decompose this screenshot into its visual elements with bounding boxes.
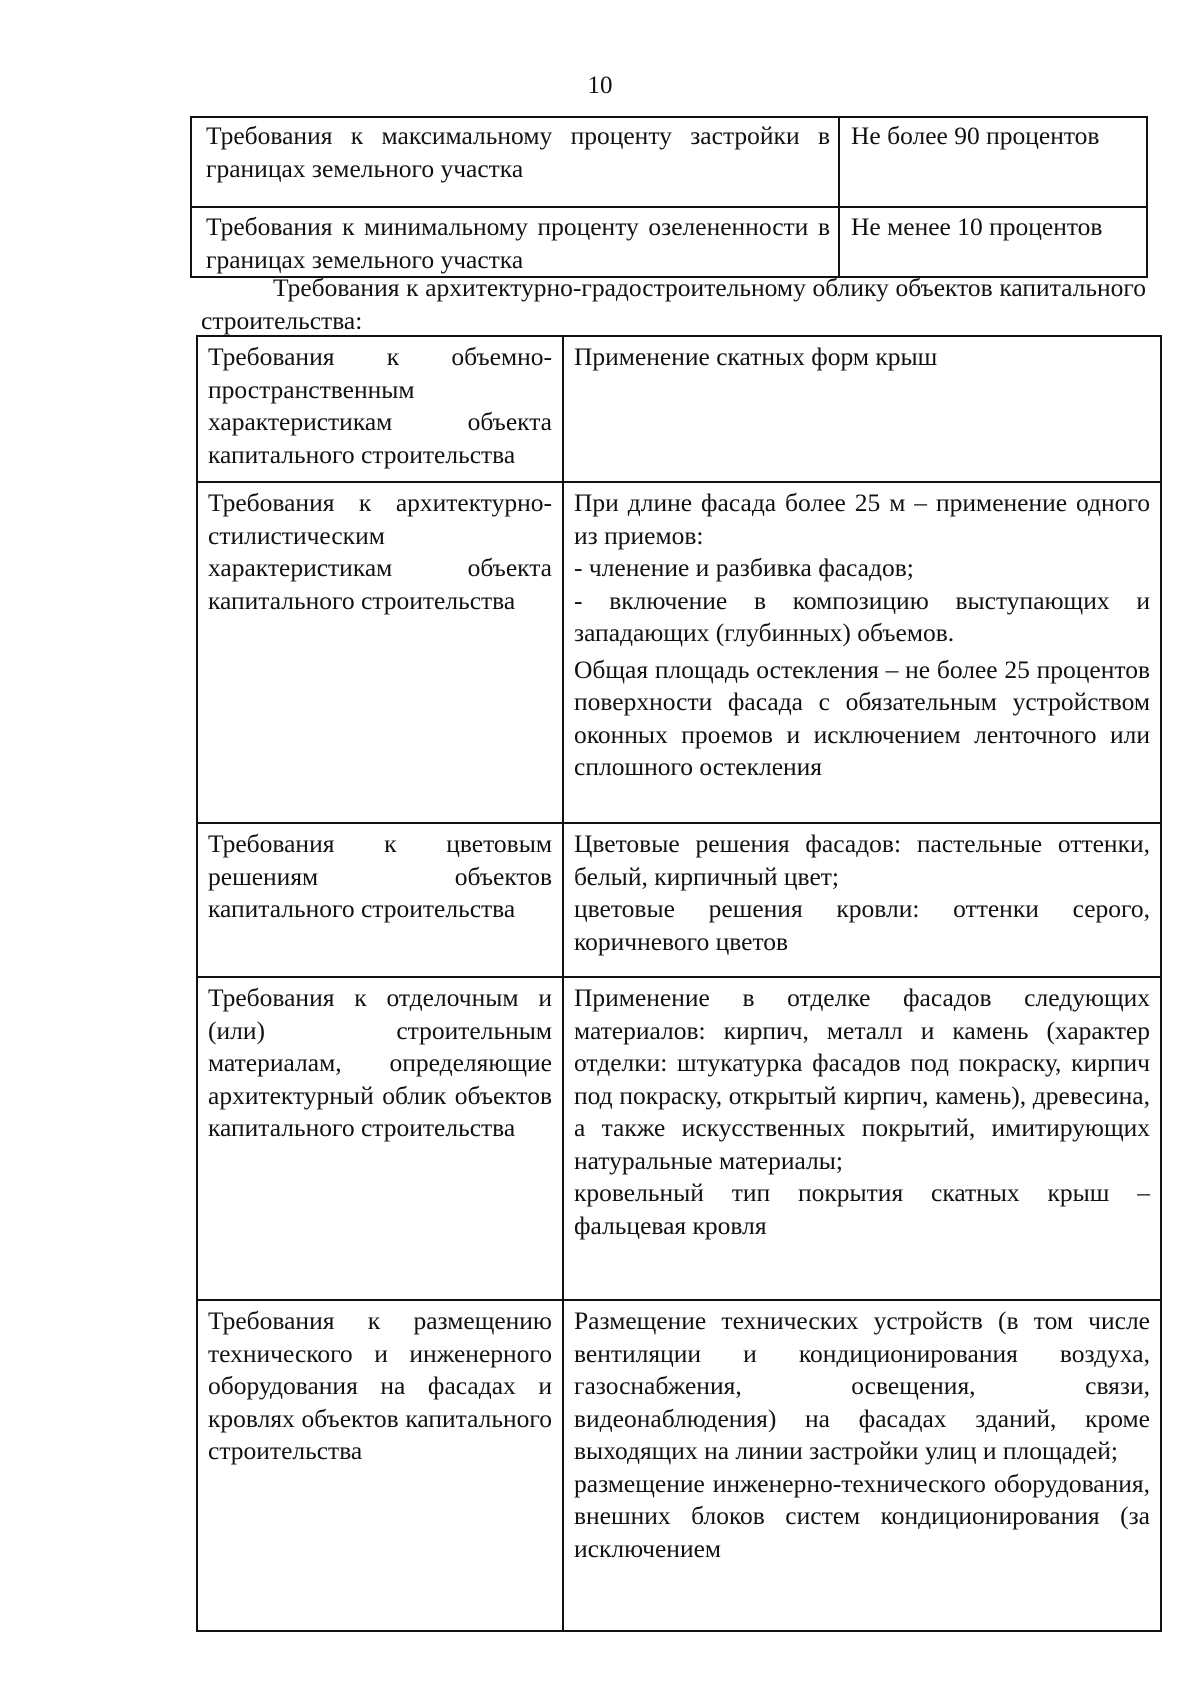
value-line: цветовые решения кровли: оттенки серого, коричневого цветов bbox=[574, 894, 1150, 956]
value-line: Размещение технических устройств (в том числе вентиляции и кондиционирования воздуха, газоснабжения, освещения, связи, видеонаблюдения) на фасадах зданий, кроме выходящих на линии застройки улиц и площадей; bbox=[574, 1306, 1150, 1465]
value-line: - включение в композицию выступающих и западающих (глубинных) объемов. bbox=[574, 585, 1150, 647]
value-cell bbox=[563, 336, 1161, 482]
value-cell: Не менее 10 процентов bbox=[839, 207, 1147, 277]
table-row bbox=[191, 207, 1147, 277]
table-row bbox=[197, 823, 1161, 977]
value-cell bbox=[563, 977, 1161, 1300]
value-line: Цветовые решения фасадов: пастельные оттенки, белый, кирпичный цвет; bbox=[574, 829, 1150, 891]
page-number: 10 bbox=[587, 72, 613, 99]
requirement-cell: Требования к цветовым решениям объектов капитального строительства bbox=[197, 823, 563, 977]
requirement-cell: Требования к архитектурно-стилистическим характеристикам объекта капитального строительства bbox=[197, 482, 563, 823]
intro-paragraph: Требования к архитектурно-градостроительному облику объектов капитального строительства: bbox=[201, 273, 1146, 335]
value-line: Применение скатных форм крыш bbox=[574, 342, 938, 371]
value-cell bbox=[563, 823, 1161, 977]
table-row bbox=[191, 117, 1147, 207]
building-percentage-table bbox=[190, 116, 1148, 278]
value-cell bbox=[563, 482, 1161, 823]
requirement-cell: Требования к максимальному проценту застройки в границах земельного участка bbox=[191, 117, 839, 207]
table-row bbox=[197, 977, 1161, 1300]
value-line: При длине фасада более 25 м – применение одного из приемов: bbox=[574, 488, 1150, 550]
value-cell bbox=[563, 1300, 1161, 1631]
requirement-cell: Требования к отделочным и (или) строительным материалам, определяющие архитектурный облик объектов капитального строительства bbox=[197, 977, 563, 1300]
section-intro bbox=[201, 271, 1146, 337]
value-line: кровельный тип покрытия скатных крыш – фальцевая кровля bbox=[574, 1178, 1150, 1240]
value-line: размещение инженерно-технического оборудования, внешних блоков систем кондиционирования (за исключением bbox=[574, 1468, 1150, 1563]
requirement-cell: Требования к минимальному проценту озелененности в границах земельного участка bbox=[191, 207, 839, 277]
architectural-requirements-table bbox=[196, 335, 1162, 1632]
value-line: Применение в отделке фасадов следующих материалов: кирпич, металл и камень (характер отделки: штукатурка фасадов под покраску, кирпич под покраску, открытый кирпич, камень), древесина, а также искусственных покрытий, имитирующих натуральные материалы; bbox=[574, 983, 1150, 1175]
requirement-cell: Требования к объемно-пространственным характеристикам объекта капитального строительства bbox=[197, 336, 563, 482]
requirement-cell: Требования к размещению технического и инженерного оборудования на фасадах и кровлях объектов капитального строительства bbox=[197, 1300, 563, 1631]
table-row bbox=[197, 1300, 1161, 1631]
value-line: Общая площадь остекления – не более 25 процентов поверхности фасада с обязательным устройством оконных проемов и исключением ленточного или сплошного остекления bbox=[574, 654, 1150, 781]
table-row bbox=[197, 336, 1161, 482]
value-line: - членение и разбивка фасадов; bbox=[574, 553, 914, 582]
table-row bbox=[197, 482, 1161, 823]
value-cell: Не более 90 процентов bbox=[839, 117, 1147, 207]
